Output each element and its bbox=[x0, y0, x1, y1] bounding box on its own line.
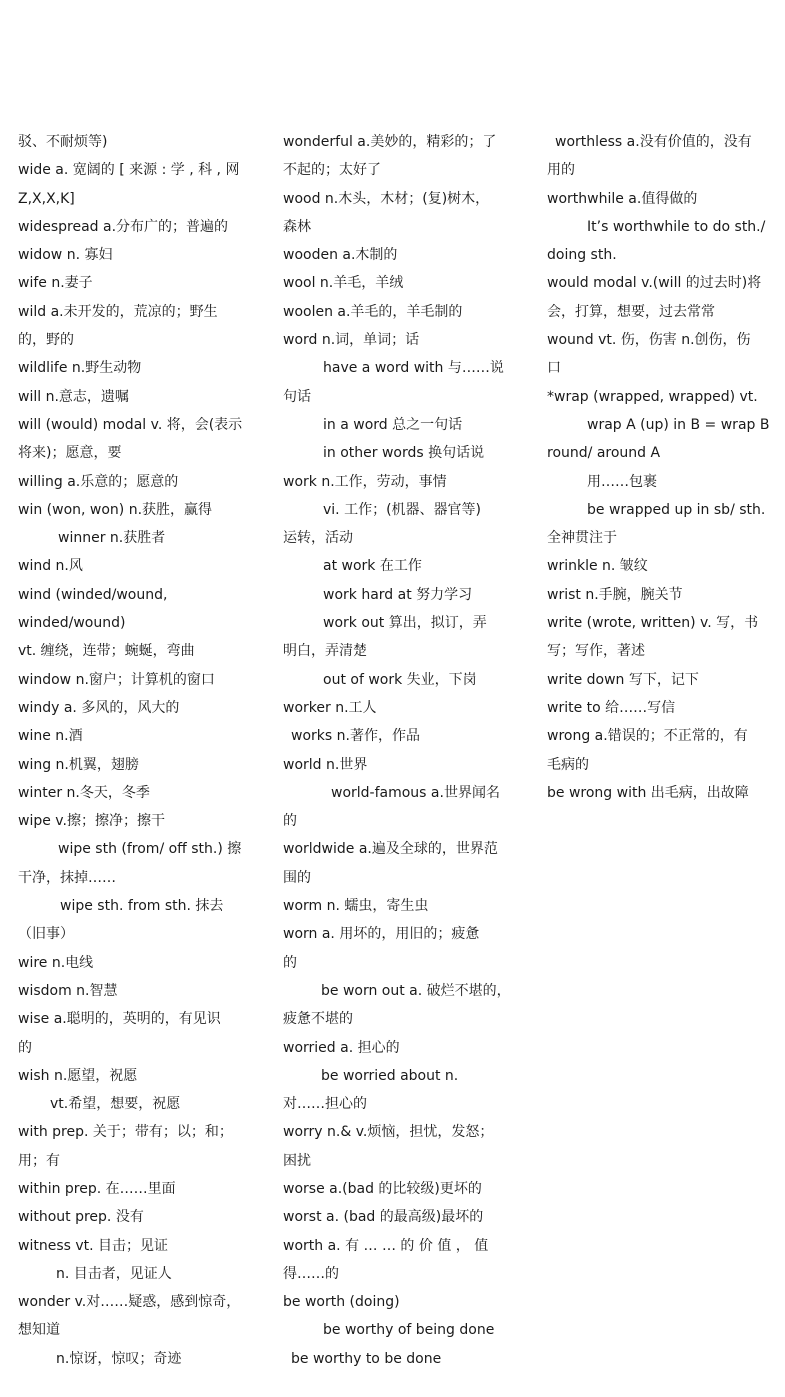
text-line: （旧事） bbox=[18, 926, 74, 943]
text-line: wool n.羊毛，羊绒 bbox=[283, 275, 404, 292]
text-line: wish n.愿望，祝愿 bbox=[18, 1067, 138, 1084]
text-line: witness vt. 目击；见证 bbox=[18, 1237, 169, 1254]
text-line: worse a.(bad 的比较级)更坏的 bbox=[283, 1180, 482, 1197]
text-line: world n.世界 bbox=[283, 756, 368, 773]
text-line: out of work 失业，下岗 bbox=[323, 671, 477, 688]
text-line: worried a. 担心的 bbox=[283, 1039, 400, 1056]
text-line: 的 bbox=[283, 813, 297, 830]
text-line: 得……的 bbox=[283, 1265, 339, 1282]
text-line: widow n. 寡妇 bbox=[18, 247, 113, 264]
text-line: be wrapped up in sb/ sth. bbox=[587, 501, 766, 518]
text-line: worm n. 蠕虫，寄生虫 bbox=[283, 898, 429, 915]
text-line: It’s worthwhile to do sth./ bbox=[587, 218, 766, 235]
text-line: wonderful a.美妙的，精彩的；了 bbox=[283, 134, 497, 150]
text-line: wire n.电线 bbox=[18, 954, 94, 971]
text-line: worry n.& v.烦恼，担忧，发怒； bbox=[283, 1124, 494, 1141]
text-line: be worth (doing) bbox=[283, 1294, 400, 1311]
text-line: vt. 缠绕，连带；蜿蜒，弯曲 bbox=[18, 643, 195, 660]
text-line: n. 目击者，见证人 bbox=[56, 1265, 172, 1282]
text-line: 驳、不耐烦等) bbox=[18, 134, 108, 150]
column-right bbox=[547, 128, 775, 807]
text-line: worth a. 有 … … 的 价 值 ， 值 bbox=[283, 1237, 489, 1254]
text-line: worst a. (bad 的最高级)最坏的 bbox=[283, 1209, 484, 1226]
text-line: work hard at 努力学习 bbox=[323, 586, 473, 603]
text-line: worn a. 用坏的，用旧的；疲惫 bbox=[283, 926, 480, 943]
text-line: 口 bbox=[547, 360, 561, 377]
text-line: 全神贯注于 bbox=[547, 530, 617, 547]
text-line: 将来)；愿意，要 bbox=[18, 445, 122, 462]
text-line: worldwide a.遍及全球的，世界范 bbox=[283, 841, 498, 858]
text-line: wrinkle n. 皱纹 bbox=[547, 558, 648, 575]
text-line: wildlife n.野生动物 bbox=[18, 360, 142, 377]
text-line: 毛病的 bbox=[547, 756, 589, 773]
text-line: 的 bbox=[18, 1039, 32, 1056]
text-line: 森林 bbox=[283, 218, 311, 235]
text-line: write (wrote, written) v. 写，书 bbox=[547, 615, 759, 632]
text-line: be worthy of being done bbox=[323, 1322, 495, 1339]
text-line: works n.著作，作品 bbox=[291, 728, 420, 745]
text-line: be worn out a. 破烂不堪的， bbox=[321, 982, 511, 999]
text-line: wild a.未开发的，荒凉的；野生 bbox=[18, 303, 218, 320]
text-line: 用；有 bbox=[18, 1152, 60, 1169]
text-line: vt.希望，想要，祝愿 bbox=[50, 1096, 181, 1113]
text-line: will (would) modal v. 将，会(表示 bbox=[18, 416, 243, 433]
text-line: wrong a.错误的；不正常的，有 bbox=[547, 728, 748, 745]
text-line: 疲惫不堪的 bbox=[283, 1011, 353, 1028]
text-line: *wrap (wrapped, wrapped) vt. bbox=[547, 388, 758, 405]
text-line: widespread a.分布广的；普遍的 bbox=[18, 218, 229, 235]
text-line: 困扰 bbox=[283, 1152, 311, 1169]
column-left bbox=[18, 128, 248, 1373]
text-line: will n.意志，遗嘱 bbox=[18, 388, 129, 405]
text-line: 干净，抹掉…… bbox=[18, 869, 116, 886]
text-line: be worthy to be done bbox=[291, 1350, 442, 1367]
text-line: wisdom n.智慧 bbox=[18, 982, 118, 999]
text-line: windy a. 多风的，风大的 bbox=[18, 699, 180, 716]
text-line: wine n.酒 bbox=[18, 728, 83, 745]
text-line: winded/wound) bbox=[18, 615, 126, 632]
text-line: Z,X,X,K] bbox=[18, 190, 75, 207]
text-line: wrist n.手腕，腕关节 bbox=[547, 586, 683, 603]
text-line: have a word with 与……说 bbox=[323, 360, 504, 377]
text-line: 想知道 bbox=[18, 1322, 60, 1339]
text-line: wind (winded/wound, bbox=[18, 586, 168, 603]
text-line: wonder v.对……疑惑，感到惊奇， bbox=[18, 1294, 241, 1311]
text-line: wipe sth. from sth. 抹去 bbox=[60, 898, 224, 915]
text-line: win (won, won) n.获胜，赢得 bbox=[18, 501, 213, 518]
text-line: 用的 bbox=[547, 162, 575, 179]
text-line: wooden a.木制的 bbox=[283, 247, 398, 264]
column-middle bbox=[283, 128, 511, 1373]
text-line: window n.窗户；计算机的窗口 bbox=[18, 671, 215, 688]
text-line: at work 在工作 bbox=[323, 558, 422, 575]
text-line: work n.工作，劳动，事情 bbox=[283, 473, 447, 490]
text-line: 会，打算，想要，过去常常 bbox=[547, 303, 715, 320]
text-line: world-famous a.世界闻名 bbox=[331, 784, 500, 801]
text-line: doing sth. bbox=[547, 247, 617, 264]
text-line: worker n.工人 bbox=[283, 699, 377, 716]
text-line: willing a.乐意的；愿意的 bbox=[18, 473, 179, 490]
text-line: 句话 bbox=[283, 388, 311, 405]
text-line: wise a.聪明的，英明的，有见识 bbox=[18, 1011, 221, 1028]
text-line: be worried about n. bbox=[321, 1067, 459, 1084]
text-line: 明白，弄清楚 bbox=[283, 643, 367, 660]
text-line: 围的 bbox=[283, 869, 311, 886]
text-line: 的 bbox=[283, 954, 297, 971]
text-line: woolen a.羊毛的，羊毛制的 bbox=[283, 303, 463, 320]
text-line: wound vt. 伤，伤害 n.创伤，伤 bbox=[547, 332, 751, 349]
text-line: 运转，活动 bbox=[283, 530, 353, 547]
text-line: vi. 工作；(机器、器官等) bbox=[323, 501, 481, 518]
text-line: 写；写作，著述 bbox=[547, 643, 645, 660]
text-line: wipe v.擦；擦净；擦干 bbox=[18, 813, 165, 830]
text-line: 的，野的 bbox=[18, 332, 74, 349]
text-line: wrap A (up) in B = wrap B bbox=[587, 416, 770, 433]
text-line: worthless a.没有价值的，没有 bbox=[555, 134, 752, 150]
text-line: n.惊讶，惊叹；奇迹 bbox=[56, 1350, 182, 1367]
text-line: winner n.获胜者 bbox=[58, 530, 166, 547]
text-line: without prep. 没有 bbox=[18, 1209, 144, 1226]
text-line: 不起的；太好了 bbox=[283, 162, 381, 179]
text-line: wood n.木头，木材；(复)树木， bbox=[283, 190, 490, 207]
text-line: work out 算出，拟订，弄 bbox=[323, 615, 487, 632]
text-line: wide a. 宽阔的 [ 来源 : 学 , 科 , 网 bbox=[18, 162, 240, 179]
text-line: in other words 换句话说 bbox=[323, 445, 485, 462]
text-line: write to 给……写信 bbox=[547, 699, 676, 716]
text-line: word n.词，单词；话 bbox=[283, 332, 420, 349]
text-line: in a word 总之一句话 bbox=[323, 416, 463, 433]
text-line: 对……担心的 bbox=[283, 1096, 367, 1113]
text-line: with prep. 关于；带有；以；和； bbox=[18, 1124, 233, 1141]
text-line: worthwhile a.值得做的 bbox=[547, 190, 698, 207]
text-line: 用……包裹 bbox=[587, 473, 657, 490]
text-line: wife n.妻子 bbox=[18, 275, 93, 292]
text-line: would modal v.(will 的过去时)将 bbox=[547, 275, 762, 292]
text-line: winter n.冬天，冬季 bbox=[18, 784, 150, 801]
text-line: round/ around A bbox=[547, 445, 661, 462]
text-line: write down 写下，记下 bbox=[547, 671, 699, 688]
text-line: wind n.风 bbox=[18, 558, 83, 575]
text-line: be wrong with 出毛病，出故障 bbox=[547, 784, 749, 801]
text-line: wipe sth (from/ off sth.) 擦 bbox=[58, 841, 242, 858]
text-line: within prep. 在……里面 bbox=[18, 1180, 176, 1197]
text-line: wing n.机翼，翅膀 bbox=[18, 756, 139, 773]
